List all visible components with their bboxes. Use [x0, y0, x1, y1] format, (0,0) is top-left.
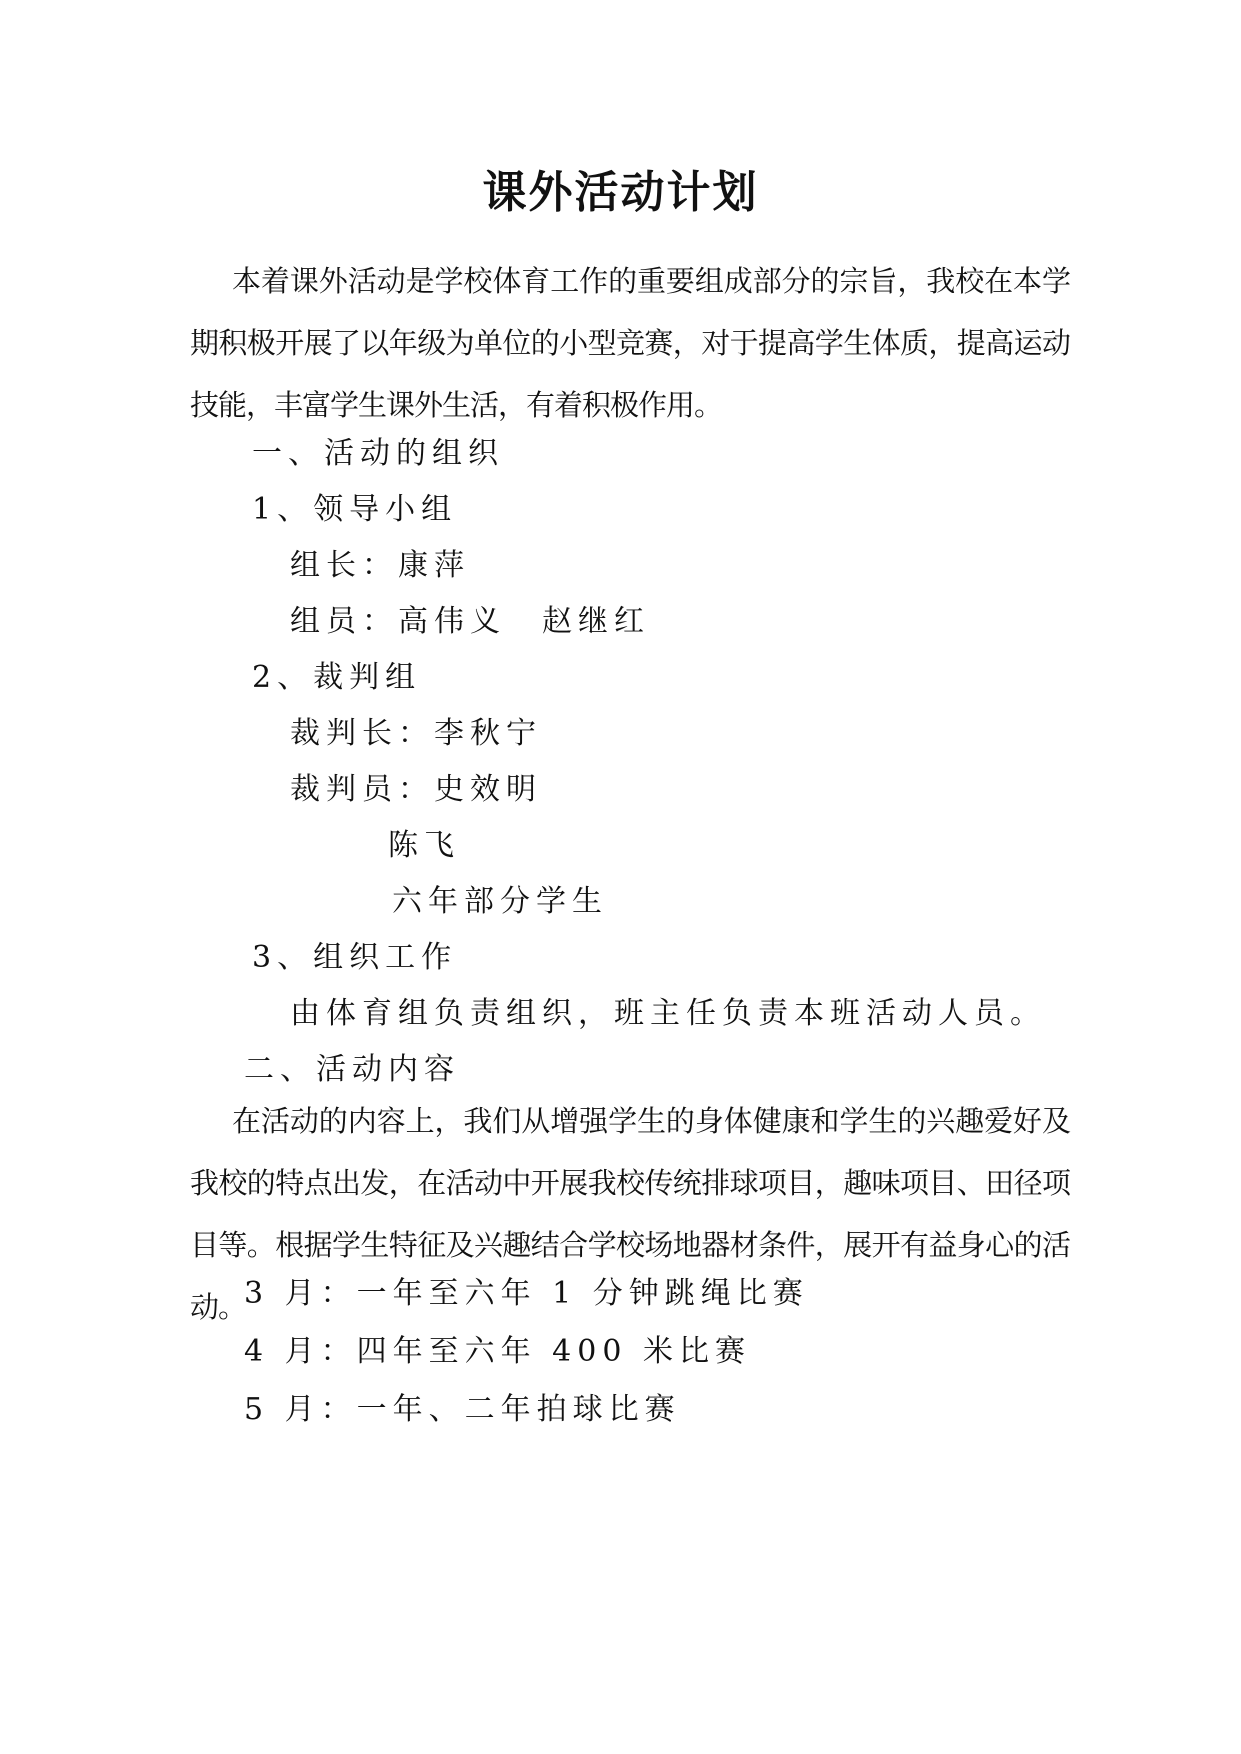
- organization-work-text: 由体育组负责组织，班主任负责本班活动人员。: [290, 996, 1046, 1031]
- subheading-referee-group: 2、裁判组: [252, 660, 422, 695]
- referees-line: 裁判员：史效明: [290, 772, 542, 807]
- group-members-line: 组员：高伟义 赵继红: [290, 604, 650, 639]
- referee-name: 陈飞: [388, 828, 460, 863]
- schedule-item: 3 月：一年至六年 1 分钟跳绳比赛: [244, 1276, 809, 1311]
- schedule-item: 4 月：四年至六年 400 米比赛: [244, 1334, 751, 1369]
- intro-paragraph: 本着课外活动是学校体育工作的重要组成部分的宗旨，我校在本学期积极开展了以年级为单位的小型竞赛，对于提高学生体质，提高运动技能，丰富学生课外生活，有着积极作用。: [190, 264, 1070, 422]
- chief-referee-line: 裁判长：李秋宁: [290, 716, 542, 751]
- subheading-leadership-group: 1、领导小组: [252, 492, 458, 527]
- section-heading-content: 二、活动内容: [244, 1052, 460, 1087]
- referee-students: 六年部分学生: [392, 884, 608, 919]
- subheading-organization-work: 3、组织工作: [252, 940, 458, 975]
- document-title: 课外活动计划: [482, 167, 759, 218]
- group-leader-line: 组长：康萍: [290, 548, 470, 583]
- content-paragraph: 在活动的内容上，我们从增强学生的身体健康和学生的兴趣爱好及我校的特点出发，在活动中开展我校传统排球项目，趣味项目、田径项目等。根据学生特征及兴趣结合学校场地器材条件，展开有益身心的活动。: [190, 1104, 1070, 1324]
- section-heading-organization: 一、活动的组织: [252, 436, 504, 471]
- schedule-item: 5 月：一年、二年拍球比赛: [244, 1392, 681, 1427]
